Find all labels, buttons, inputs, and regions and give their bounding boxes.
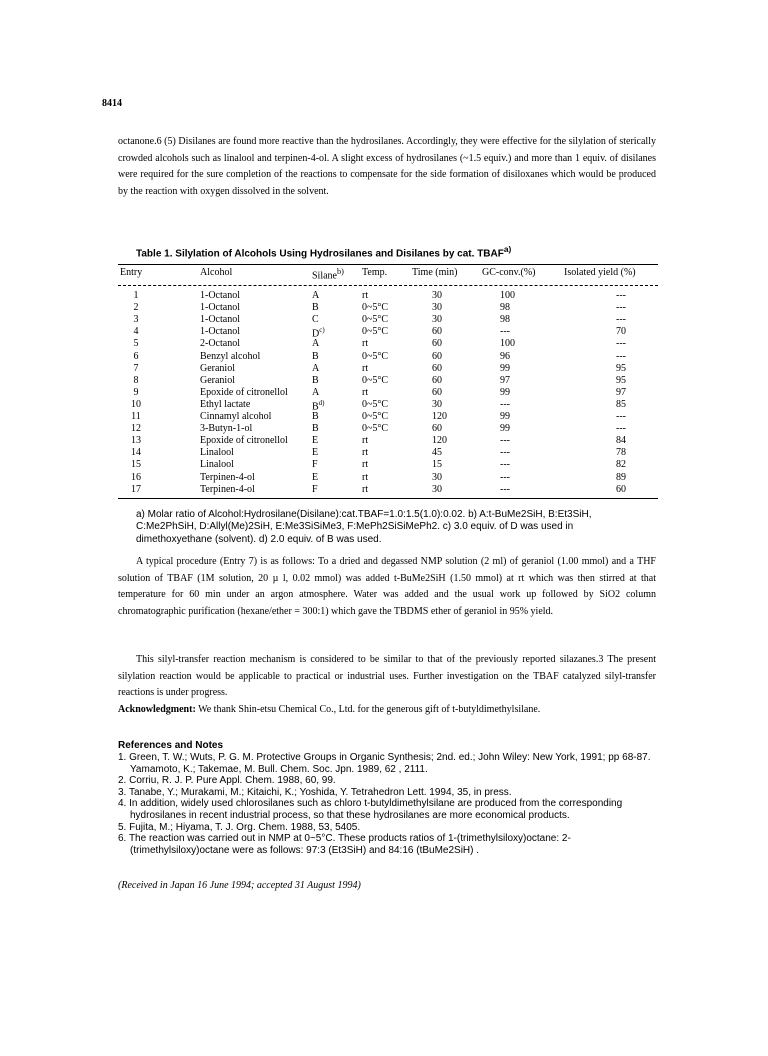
cell-temp: rt (362, 483, 369, 495)
cell-time: 120 (432, 435, 447, 447)
cell-time: 60 (432, 423, 442, 435)
cell-alcohol: 3-Butyn-1-ol (200, 423, 253, 435)
cell-silane-text: B (312, 401, 319, 413)
cell-alcohol: Epoxide of citronellol (200, 435, 288, 447)
header-entry: Entry (120, 267, 143, 278)
cell-gc: --- (500, 459, 510, 471)
cell-entry: 17 (131, 483, 141, 495)
table-header-rule (118, 285, 658, 286)
cell-yield: --- (616, 411, 626, 422)
cell-gc: 100 (500, 338, 515, 350)
cell-gc: 97 (500, 374, 510, 386)
cell-entry: 16 (131, 471, 141, 483)
cell-gc: --- (500, 447, 510, 459)
cell-entry: 11 (131, 411, 141, 422)
cell-silane-text: D (312, 328, 320, 340)
cell-alcohol: Linalool (200, 447, 234, 459)
cell-gc: --- (500, 471, 510, 483)
cell-time: 30 (432, 471, 442, 483)
cell-gc: 99 (500, 362, 510, 374)
cell-silane: A (312, 338, 320, 350)
cell-alcohol: Benzyl alcohol (200, 350, 261, 362)
cell-temp: 0~5°C (362, 374, 389, 386)
page-number: 8414 (102, 98, 122, 109)
cell-silane: B (312, 350, 319, 362)
cell-time: 60 (432, 362, 442, 374)
cell-gc: 96 (500, 350, 510, 362)
header-time: Time (min) (412, 267, 458, 278)
cell-silane: E (312, 435, 319, 447)
cell-silane: A (312, 362, 320, 374)
acknowledgment-text: We thank Shin-etsu Chemical Co., Ltd. for the generous gift of t-butyldimethylsilane. (195, 704, 541, 715)
cell-temp: rt (362, 459, 369, 471)
header-silane-text: Silane (312, 270, 337, 282)
reference-item: 2. Corriu, R. J. P. Pure Appl. Chem. 1988, 60, 99. (118, 775, 336, 787)
cell-temp: 0~5°C (362, 350, 389, 362)
mechanism-paragraph: This silyl-transfer reaction mechanism is considered to be similar to that of the previously reported silazanes.3 The present silylation reaction would be applicable to practical or industrial uses. Further investigation on the TBAF catalyzed silyl-transfer reactions is under progress. (118, 654, 656, 699)
cell-silane: C (312, 314, 319, 326)
intro-paragraph: octanone.6 (5) Disilanes are found more reactive than the hydrosilanes. Accordingly, they were effective for the silylation of sterically crowded alcohols such as linalool and terpinen-4-ol. A slight excess of hydrosilanes (~1.5 equiv.) and more than 1 equiv. of disilanes were required for the sure completion of the reactions to compensate for the side formation of disiloxanes which would be produced by the reaction with oxygen dissolved in the solvent. (118, 136, 656, 197)
cell-time: 15 (432, 459, 442, 471)
cell-alcohol: 1-Octanol (200, 314, 240, 326)
cell-time: 60 (432, 338, 442, 350)
cell-entry: 12 (131, 423, 141, 435)
cell-temp: rt (362, 362, 369, 374)
reference-item: 6. The reaction was carried out in NMP at 0~5°C. These products ratios of 1-(trimethylsiloxy)octane: 2-(trimethylsiloxy)octane were as follows: 97:3 (Et3SiH) and 84:16 (tBuMe2SiH) . (118, 833, 571, 856)
cell-entry: 1 (133, 290, 139, 301)
cell-entry: 13 (131, 435, 141, 447)
header-gc-conv: GC-conv.(%) (482, 267, 536, 278)
cell-alcohol: Terpinen-4-ol (200, 471, 255, 483)
cell-yield: 84 (616, 435, 626, 447)
reference-item: 3. Tanabe, Y.; Murakami, M.; Kitaichi, K.; Yoshida, Y. Tetrahedron Lett. 1994, 35, in press. (118, 786, 512, 798)
cell-alcohol: Geraniol (200, 374, 235, 386)
cell-silane-sup: d) (318, 398, 325, 407)
cell-entry: 14 (131, 447, 141, 459)
cell-temp: rt (362, 471, 369, 483)
cell-yield: --- (616, 302, 626, 314)
cell-alcohol: Cinnamyl alcohol (200, 411, 272, 422)
cell-yield: 97 (616, 386, 626, 398)
cell-temp: 0~5°C (362, 302, 389, 314)
cell-silane: B (312, 411, 319, 422)
cell-alcohol: Geraniol (200, 362, 235, 374)
cell-time: 30 (432, 314, 442, 326)
table-bottom-rule (118, 498, 658, 499)
header-temp: Temp. (362, 267, 388, 278)
cell-entry: 3 (133, 314, 139, 326)
cell-silane: E (312, 471, 319, 483)
cell-silane: B (312, 423, 319, 435)
table-title-text: Table 1. Silylation of Alcohols Using Hydrosilanes and Disilanes by cat. TBAF (136, 248, 504, 260)
cell-entry: 10 (131, 398, 141, 410)
cell-entry: 15 (131, 459, 141, 471)
header-alcohol: Alcohol (200, 267, 233, 278)
cell-alcohol: 2-Octanol (200, 338, 240, 350)
table-top-rule (118, 264, 658, 265)
cell-entry: 8 (133, 374, 139, 386)
cell-gc: --- (500, 483, 510, 495)
cell-temp: rt (362, 338, 369, 350)
acknowledgment-label: Acknowledgment: (118, 704, 196, 715)
table-footnote: a) Molar ratio of Alcohol:Hydrosilane(Disilane):cat.TBAF=1.0:1.5(1.0):0.02. b) A:t-BuMe2SiH, B:Et3SiH, C:Me2PhSiH, D:Allyl(Me)2SiH, E:Me3SiSiMe3, F:MePh2SiSiMePh2. c) 3.0 equiv. of D was used in dimethoxyethane (solvent). d) 2.0 equiv. of B was used. (136, 509, 592, 545)
cell-yield: 95 (616, 374, 626, 386)
cell-yield: --- (616, 350, 626, 362)
cell-temp: 0~5°C (362, 423, 389, 435)
cell-yield: 78 (616, 447, 626, 459)
procedure-paragraph: A typical procedure (Entry 7) is as follows: To a dried and degassed NMP solution (2 ml) of geraniol (1.00 mmol) and a THF solution of TBAF (1M solution, 20 µ l, 0.02 mmol) was added t-BuMe2SiH (1.50 mmol) at rt which was then stirred at that temperature for 60 min under an argon atmosphere. Water was added and the usual work up followed by SiO2 column chromatographic purification (hexane/ether = 300:1) which gave the TBDMS ether of geraniol in 95% yield. (118, 556, 656, 617)
cell-entry: 2 (133, 302, 139, 314)
cell-temp: 0~5°C (362, 314, 389, 326)
cell-silane: A (312, 386, 320, 398)
cell-yield: 95 (616, 362, 626, 374)
cell-temp: rt (362, 386, 369, 398)
cell-silane: B (312, 302, 319, 314)
cell-yield: 85 (616, 398, 626, 410)
cell-time: 30 (432, 290, 442, 301)
cell-gc: 99 (500, 411, 510, 422)
table-title (136, 244, 511, 259)
header-silane (312, 267, 344, 281)
cell-yield: 60 (616, 483, 626, 495)
cell-time: 60 (432, 386, 442, 398)
cell-gc: 100 (500, 290, 515, 301)
references-title: References and Notes (118, 740, 224, 751)
reference-item: 5. Fujita, M.; Hiyama, T. J. Org. Chem. 1988, 53, 5405. (118, 821, 361, 833)
cell-temp: 0~5°C (362, 398, 389, 410)
cell-yield: 89 (616, 471, 626, 483)
reference-item: 1. Green, T. W.; Wuts, P. G. M. Protective Groups in Organic Synthesis; 2nd. ed.; John Wiley: New York, 1991; pp 68-87. Yamamoto, K.; Takemae, M. Bull. Chem. Soc. Jpn. 1989, 62 , 2111. (118, 752, 651, 775)
cell-temp: 0~5°C (362, 326, 389, 338)
cell-silane: F (312, 483, 318, 495)
cell-gc: 99 (500, 423, 510, 435)
cell-alcohol: 1-Octanol (200, 302, 240, 314)
cell-temp: rt (362, 435, 369, 447)
cell-alcohol: Terpinen-4-ol (200, 483, 255, 495)
cell-alcohol: Epoxide of citronellol (200, 386, 288, 398)
cell-time: 120 (432, 411, 447, 422)
reference-item: 4. In addition, widely used chlorosilanes such as chloro t-butyldimethylsilane are produced from the corresponding hydrosilanes in recent industrial process, so that these hydrosilanes are more economical products. (118, 798, 623, 821)
cell-alcohol: 1-Octanol (200, 326, 240, 338)
table-title-sup: a) (503, 244, 512, 254)
acknowledgment (118, 702, 656, 719)
cell-gc: --- (500, 435, 510, 447)
header-isolated-yield: Isolated yield (%) (564, 267, 636, 278)
cell-entry: 5 (133, 338, 139, 350)
cell-time: 60 (432, 326, 442, 338)
cell-time: 60 (432, 374, 442, 386)
cell-temp: rt (362, 447, 369, 459)
header-silane-sup: b) (337, 267, 344, 276)
references-list (118, 752, 658, 856)
cell-silane: F (312, 459, 318, 471)
cell-gc: --- (500, 326, 510, 338)
cell-silane: A (312, 290, 320, 301)
cell-silane-sup: c) (319, 326, 325, 335)
cell-gc: --- (500, 398, 510, 410)
cell-yield: --- (616, 290, 626, 301)
cell-gc: 98 (500, 302, 510, 314)
cell-yield: --- (616, 338, 626, 350)
cell-yield: --- (616, 423, 626, 435)
cell-gc: 99 (500, 386, 510, 398)
cell-entry: 9 (133, 386, 139, 398)
cell-time: 30 (432, 483, 442, 495)
cell-alcohol: Linalool (200, 459, 234, 471)
cell-entry: 4 (133, 326, 139, 338)
cell-entry: 6 (133, 350, 139, 362)
cell-alcohol: Ethyl lactate (200, 398, 251, 410)
received-dates: (Received in Japan 16 June 1994; accepted 31 August 1994) (118, 880, 361, 891)
cell-time: 30 (432, 302, 442, 314)
cell-yield: 82 (616, 459, 626, 471)
cell-silane: B (312, 374, 319, 386)
cell-silane: E (312, 447, 319, 459)
cell-time: 30 (432, 398, 442, 410)
cell-gc: 98 (500, 314, 510, 326)
cell-time: 60 (432, 350, 442, 362)
cell-temp: 0~5°C (362, 411, 389, 422)
cell-yield: 70 (616, 326, 626, 338)
cell-entry: 7 (133, 362, 139, 374)
cell-temp: rt (362, 290, 369, 301)
cell-alcohol: 1-Octanol (200, 290, 240, 301)
cell-yield: --- (616, 314, 626, 326)
cell-time: 45 (432, 447, 442, 459)
